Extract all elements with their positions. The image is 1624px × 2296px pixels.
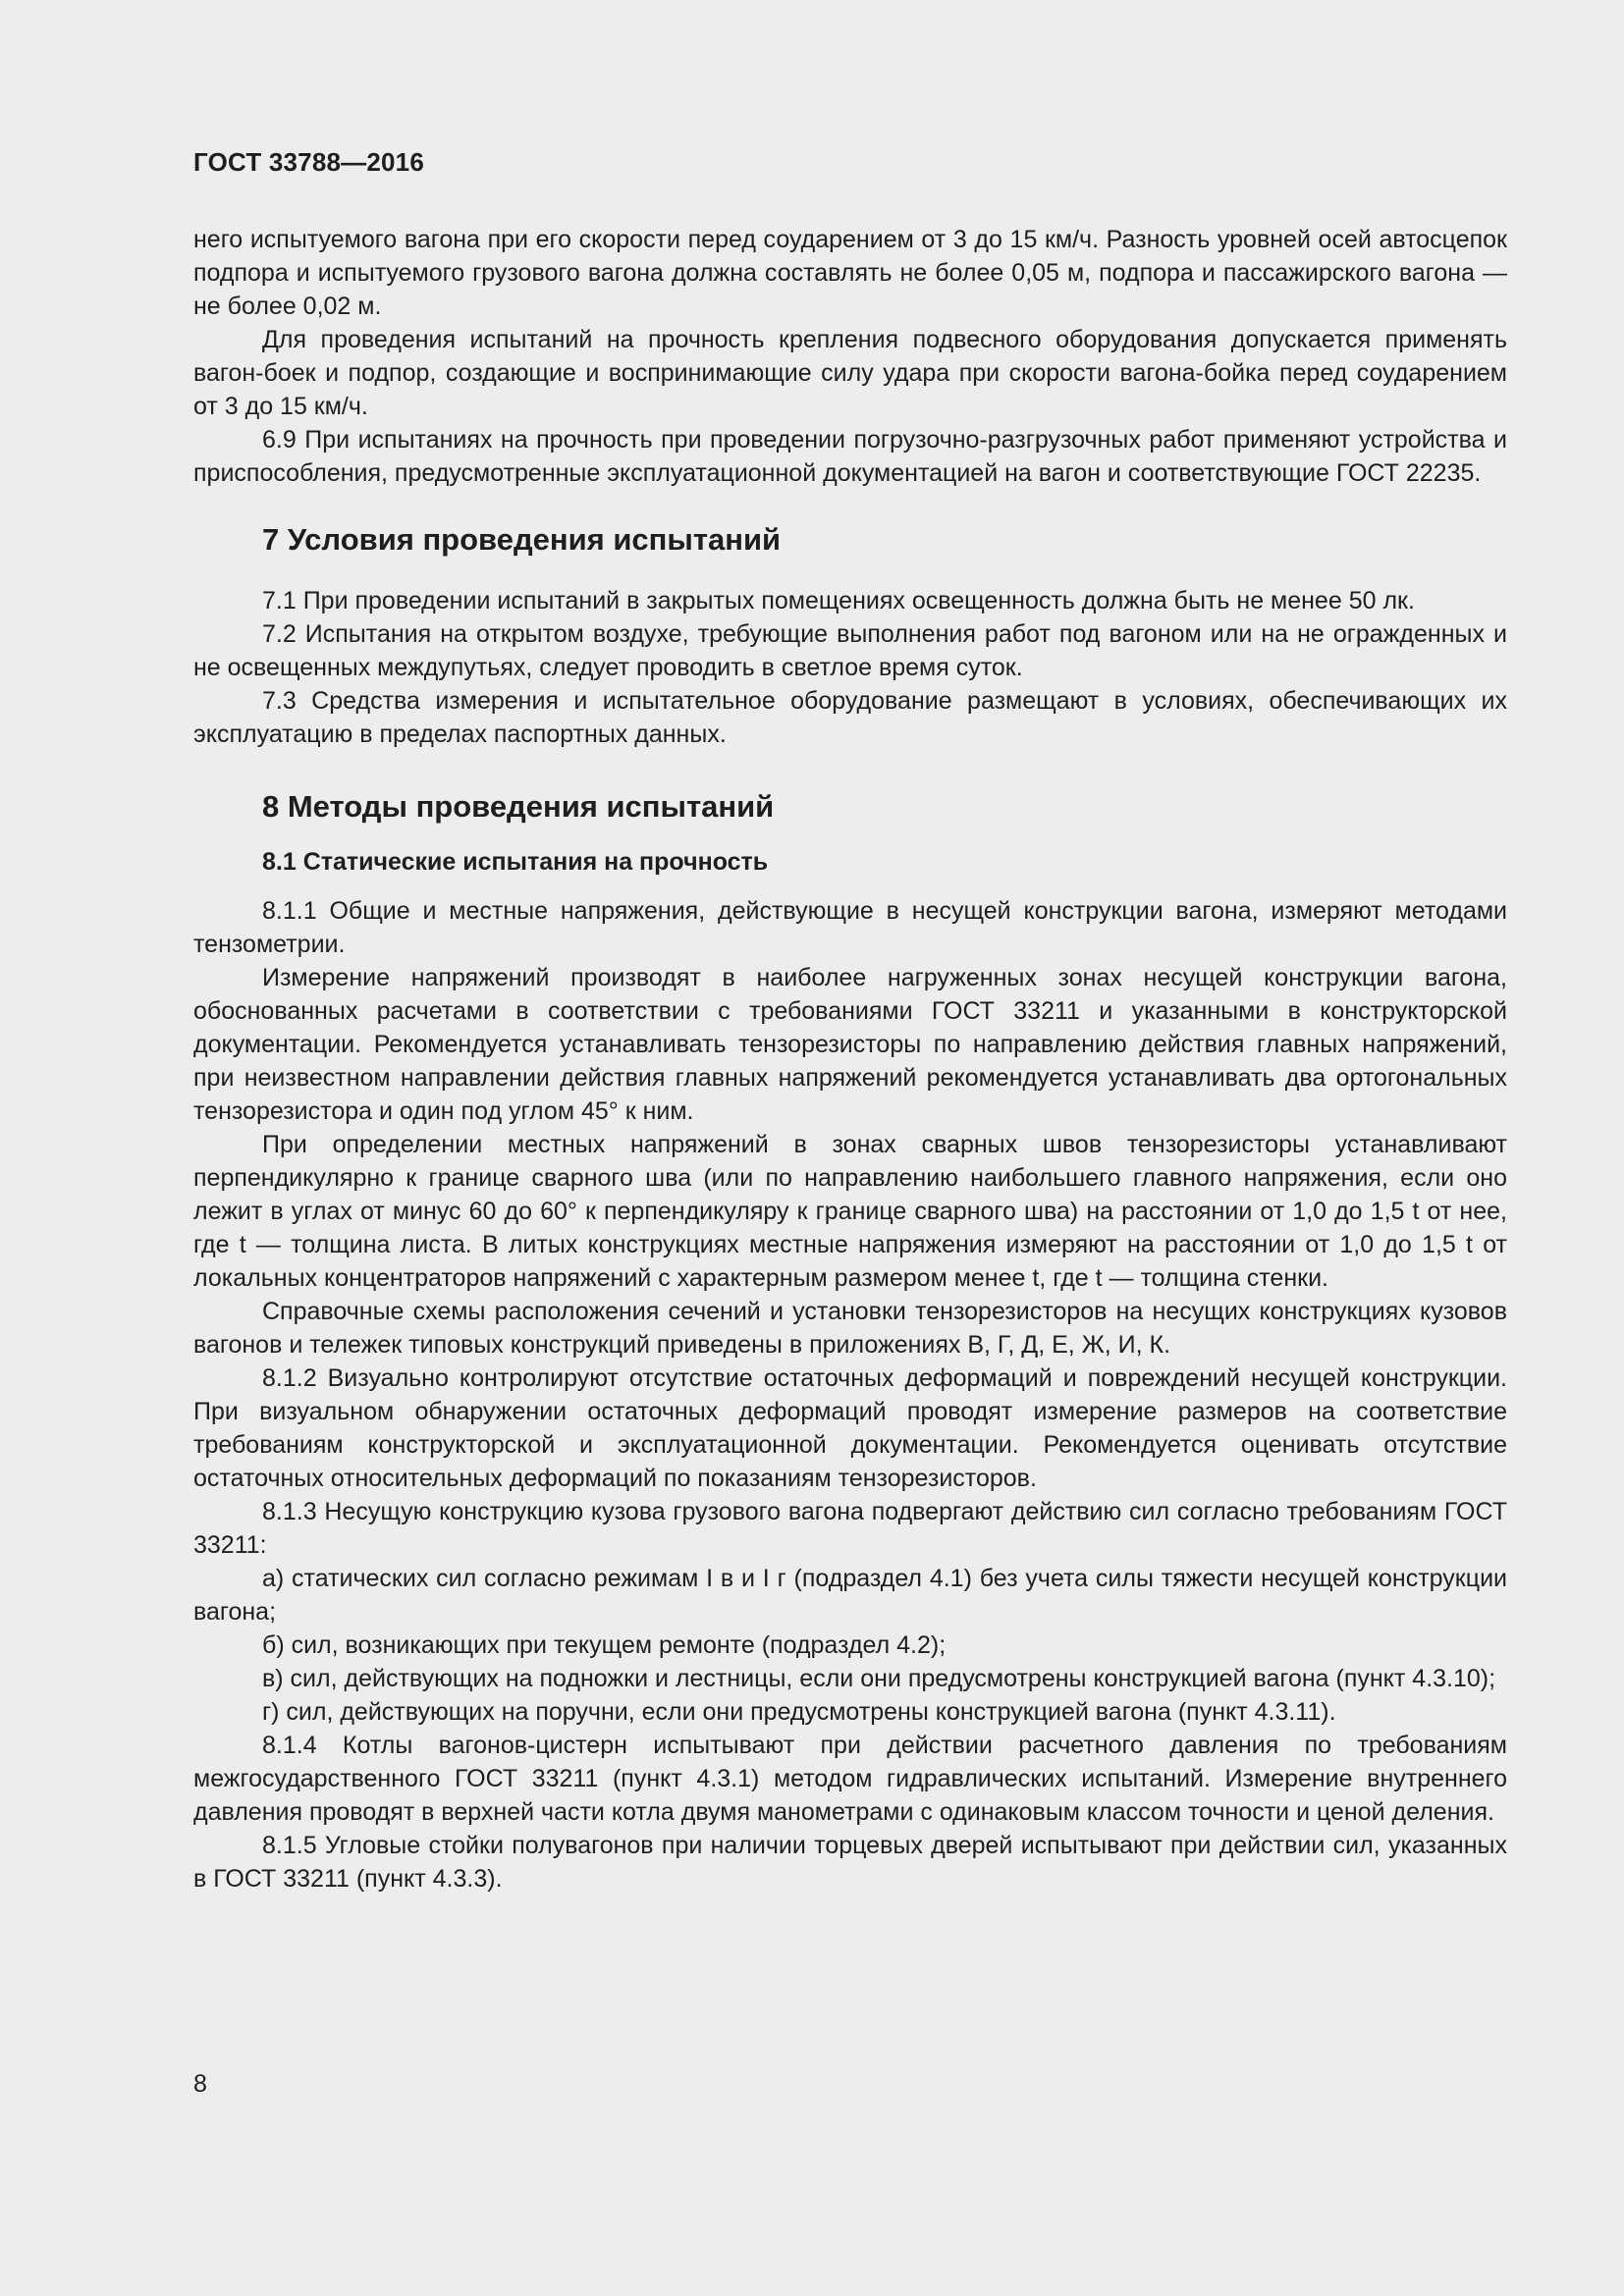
paragraph: Справочные схемы расположения сечений и установки тензорезисторов на несущих конструкциях кузовов вагонов и тележек типовых конструкций приведены в приложениях В, Г, Д, Е, Ж, И, К. bbox=[193, 1298, 1507, 1359]
paragraph: Для проведения испытаний на прочность крепления подвесного оборудования допускается применять вагон-боек и подпор, создающие и воспринимающие силу удара при скорости вагона-бойка перед соударением от 3 до 15 км/ч. bbox=[193, 326, 1507, 420]
subsection-heading-8-1: 8.1 Статические испытания на прочность bbox=[262, 848, 769, 876]
paragraph: 8.1.2 Визуально контролируют отсутствие остаточных деформаций и повреждений несущей конструкции. При визуальном обнаружении остаточных деформаций проводят измерение размеров на соответствие требованиям конструкторской и эксплуатационной документации. Рекомендуется оценивать отсутствие остаточных относительных деформаций по показаниям тензорезисторов. bbox=[193, 1364, 1507, 1492]
list-item: г) сил, действующих на поручни, если они предусмотрены конструкцией вагона (пункт 4.3.11). bbox=[262, 1698, 1336, 1726]
paragraph: 8.1.1 Общие и местные напряжения, действующие в несущей конструкции вагона, измеряют методами тензометрии. bbox=[193, 897, 1507, 958]
paragraph: При определении местных напряжений в зонах сварных швов тензорезисторы устанавливают перпендикулярно к границе сварного шва (или по направлению наибольшего главного напряжения, если оно лежит в углах от минус 60 до 60° к перпендикуляру к границе сварного шва) на расстоянии от 1,0 до 1,5 t от нее, где t — толщина листа. В литых конструкциях местные напряжения измеряют на расстоянии от 1,0 до 1,5 t от локальных концентраторов напряжений с характерным размером менее t, где t — толщина стенки. bbox=[193, 1131, 1507, 1292]
paragraph: него испытуемого вагона при его скорости перед соударением от 3 до 15 км/ч. Разность уровней осей автосцепок подпора и испытуемого грузового вагона должна составлять не более 0,05 м, подпора и пассажирского вагона — не более 0,02 м. bbox=[193, 226, 1507, 320]
paragraph: 7.3 Средства измерения и испытательное оборудование размещают в условиях, обеспечивающих их эксплуатацию в пределах паспортных данных. bbox=[193, 687, 1507, 748]
section-heading-8: 8 Методы проведения испытаний bbox=[262, 789, 775, 824]
paragraph: 7.2 Испытания на открытом воздухе, требующие выполнения работ под вагоном или на не огражденных и не освещенных междупутьях, следует проводить в светлое время суток. bbox=[193, 620, 1507, 681]
document-body bbox=[193, 223, 1507, 1896]
list-item: б) сил, возникающих при текущем ремонте (подраздел 4.2); bbox=[262, 1631, 947, 1659]
paragraph: Измерение напряжений производят в наиболее нагруженных зонах несущей конструкции вагона, обоснованных расчетами в соответствии с требованиями ГОСТ 33211 и указанными в конструкторской документации. Рекомендуется устанавливать тензорезисторы по направлению действия главных напряжений, при неизвестном направлении действия главных напряжений рекомендуется устанавливать два ортогональных тензорезистора и один под углом 45° к ним. bbox=[193, 964, 1507, 1125]
list-item: а) статических сил согласно режимам I в и I г (подраздел 4.1) без учета силы тяжести несущей конструкции вагона; bbox=[193, 1565, 1507, 1626]
paragraph: 8.1.4 Котлы вагонов-цистерн испытывают при действии расчетного давления по требованиям межгосударственного ГОСТ 33211 (пункт 4.3.1) методом гидравлических испытаний. Измерение внутреннего давления проводят в верхней части котла двумя манометрами с одинаковым классом точности и ценой деления. bbox=[193, 1732, 1507, 1826]
document-header: ГОСТ 33788—2016 bbox=[193, 147, 424, 177]
paragraph: 8.1.5 Угловые стойки полувагонов при наличии торцевых дверей испытывают при действии сил, указанных в ГОСТ 33211 (пункт 4.3.3). bbox=[193, 1832, 1507, 1893]
page-number: 8 bbox=[193, 2070, 207, 2098]
paragraph: 7.1 При проведении испытаний в закрытых помещениях освещенность должна быть не менее 50 лк. bbox=[262, 587, 1415, 614]
paragraph: 8.1.3 Несущую конструкцию кузова грузового вагона подвергают действию сил согласно требованиям ГОСТ 33211: bbox=[193, 1498, 1507, 1559]
list-item: в) сил, действующих на подножки и лестницы, если они предусмотрены конструкцией вагона (пункт 4.3.10); bbox=[262, 1665, 1496, 1692]
section-heading-7: 7 Условия проведения испытаний bbox=[262, 522, 782, 557]
paragraph: 6.9 При испытаниях на прочность при проведении погрузочно-разгрузочных работ применяют устройства и приспособления, предусмотренные эксплуатационной документацией на вагон и соответствующие ГОСТ 22235. bbox=[193, 426, 1507, 487]
